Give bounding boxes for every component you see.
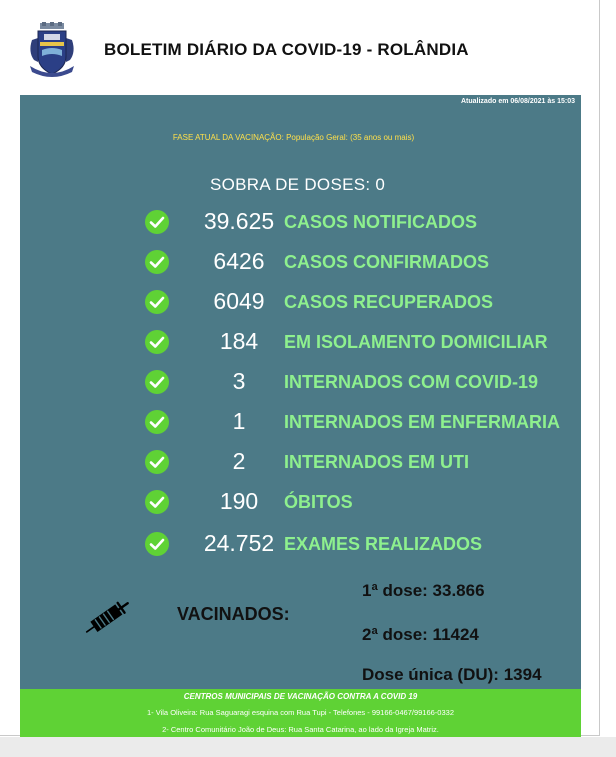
check-circle-icon — [144, 409, 170, 435]
center-address-2: 2- Centro Comunitário João de Deus: Rua Santa Catarina, ao lado da Igreja Matriz. — [162, 725, 439, 734]
check-circle-icon — [144, 489, 170, 515]
leftover-doses: SOBRA DE DOSES: 0 — [210, 175, 386, 194]
stat-value: 39.625 — [203, 208, 275, 234]
check-circle-icon — [144, 329, 170, 355]
dose-line — [362, 625, 479, 645]
stat-row — [20, 487, 581, 517]
check-circle-icon — [144, 289, 170, 315]
stat-row — [20, 327, 581, 357]
stat-row — [20, 447, 581, 477]
stat-row — [20, 207, 581, 237]
stat-value: 6426 — [213, 248, 265, 274]
stat-label: CASOS NOTIFICADOS — [284, 212, 478, 232]
check-circle-icon — [144, 449, 170, 475]
center-address-1: 1- Vila Oliveira: Rua Saguaragi esquina com Rua Tupi - Telefones - 99166-0467/99166-0332 — [146, 708, 454, 717]
centers-title: CENTROS MUNICIPAIS DE VACINAÇÃO CONTRA A COVID 19 — [183, 692, 418, 701]
stat-label: ÓBITOS — [284, 492, 353, 512]
syringe-icon — [80, 593, 136, 641]
stat-value: 6049 — [213, 288, 265, 314]
check-circle-icon — [144, 531, 170, 557]
stat-value: 3 — [232, 368, 246, 394]
dose-line — [362, 581, 485, 601]
page-title: BOLETIM DIÁRIO DA COVID-19 - ROLÂNDIA — [104, 40, 469, 59]
dose-label: 1ª dose: — [362, 581, 428, 600]
dose-label: Dose única (DU): — [362, 665, 499, 684]
stat-value: 2 — [232, 448, 246, 474]
stat-value: 190 — [219, 488, 259, 514]
dose-value: 33.866 — [432, 581, 485, 600]
vaccination-centers-banner — [20, 689, 581, 737]
stat-row — [20, 247, 581, 277]
stat-label: INTERNADOS COM COVID-19 — [284, 372, 539, 392]
stat-row — [20, 367, 581, 397]
stat-label: INTERNADOS EM ENFERMARIA — [284, 412, 561, 432]
stat-row — [20, 529, 581, 559]
check-circle-icon — [144, 249, 170, 275]
viewer-bottom-strip — [0, 737, 616, 757]
dose-value: 11424 — [432, 625, 479, 644]
stat-row — [20, 407, 581, 437]
stat-label: CASOS CONFIRMADOS — [284, 252, 490, 272]
vaccination-phase-text: FASE ATUAL DA VACINAÇÃO: População Geral: (35 anos ou mais) — [172, 133, 415, 142]
stat-value: 1 — [232, 408, 246, 434]
stat-value: 24.752 — [203, 530, 275, 556]
dose-line — [362, 665, 542, 685]
dose-label: 2ª dose: — [362, 625, 428, 644]
vaccinated-title: VACINADOS: — [177, 604, 290, 624]
updated-timestamp: Atualizado em 06/08/2021 às 15:03 — [460, 98, 575, 105]
stat-label: EM ISOLAMENTO DOMICILIAR — [284, 332, 548, 352]
bulletin-panel — [20, 95, 581, 689]
stat-row — [20, 287, 581, 317]
stat-label: INTERNADOS EM UTI — [284, 452, 470, 472]
check-circle-icon — [144, 209, 170, 235]
vaccination-phase — [20, 133, 581, 142]
check-circle-icon — [144, 369, 170, 395]
dose-value: 1394 — [503, 665, 542, 684]
stat-value: 184 — [219, 328, 259, 354]
stat-label: CASOS RECUPERADOS — [284, 292, 494, 312]
stat-label: EXAMES REALIZADOS — [284, 534, 483, 554]
city-crest-icon — [26, 22, 78, 80]
